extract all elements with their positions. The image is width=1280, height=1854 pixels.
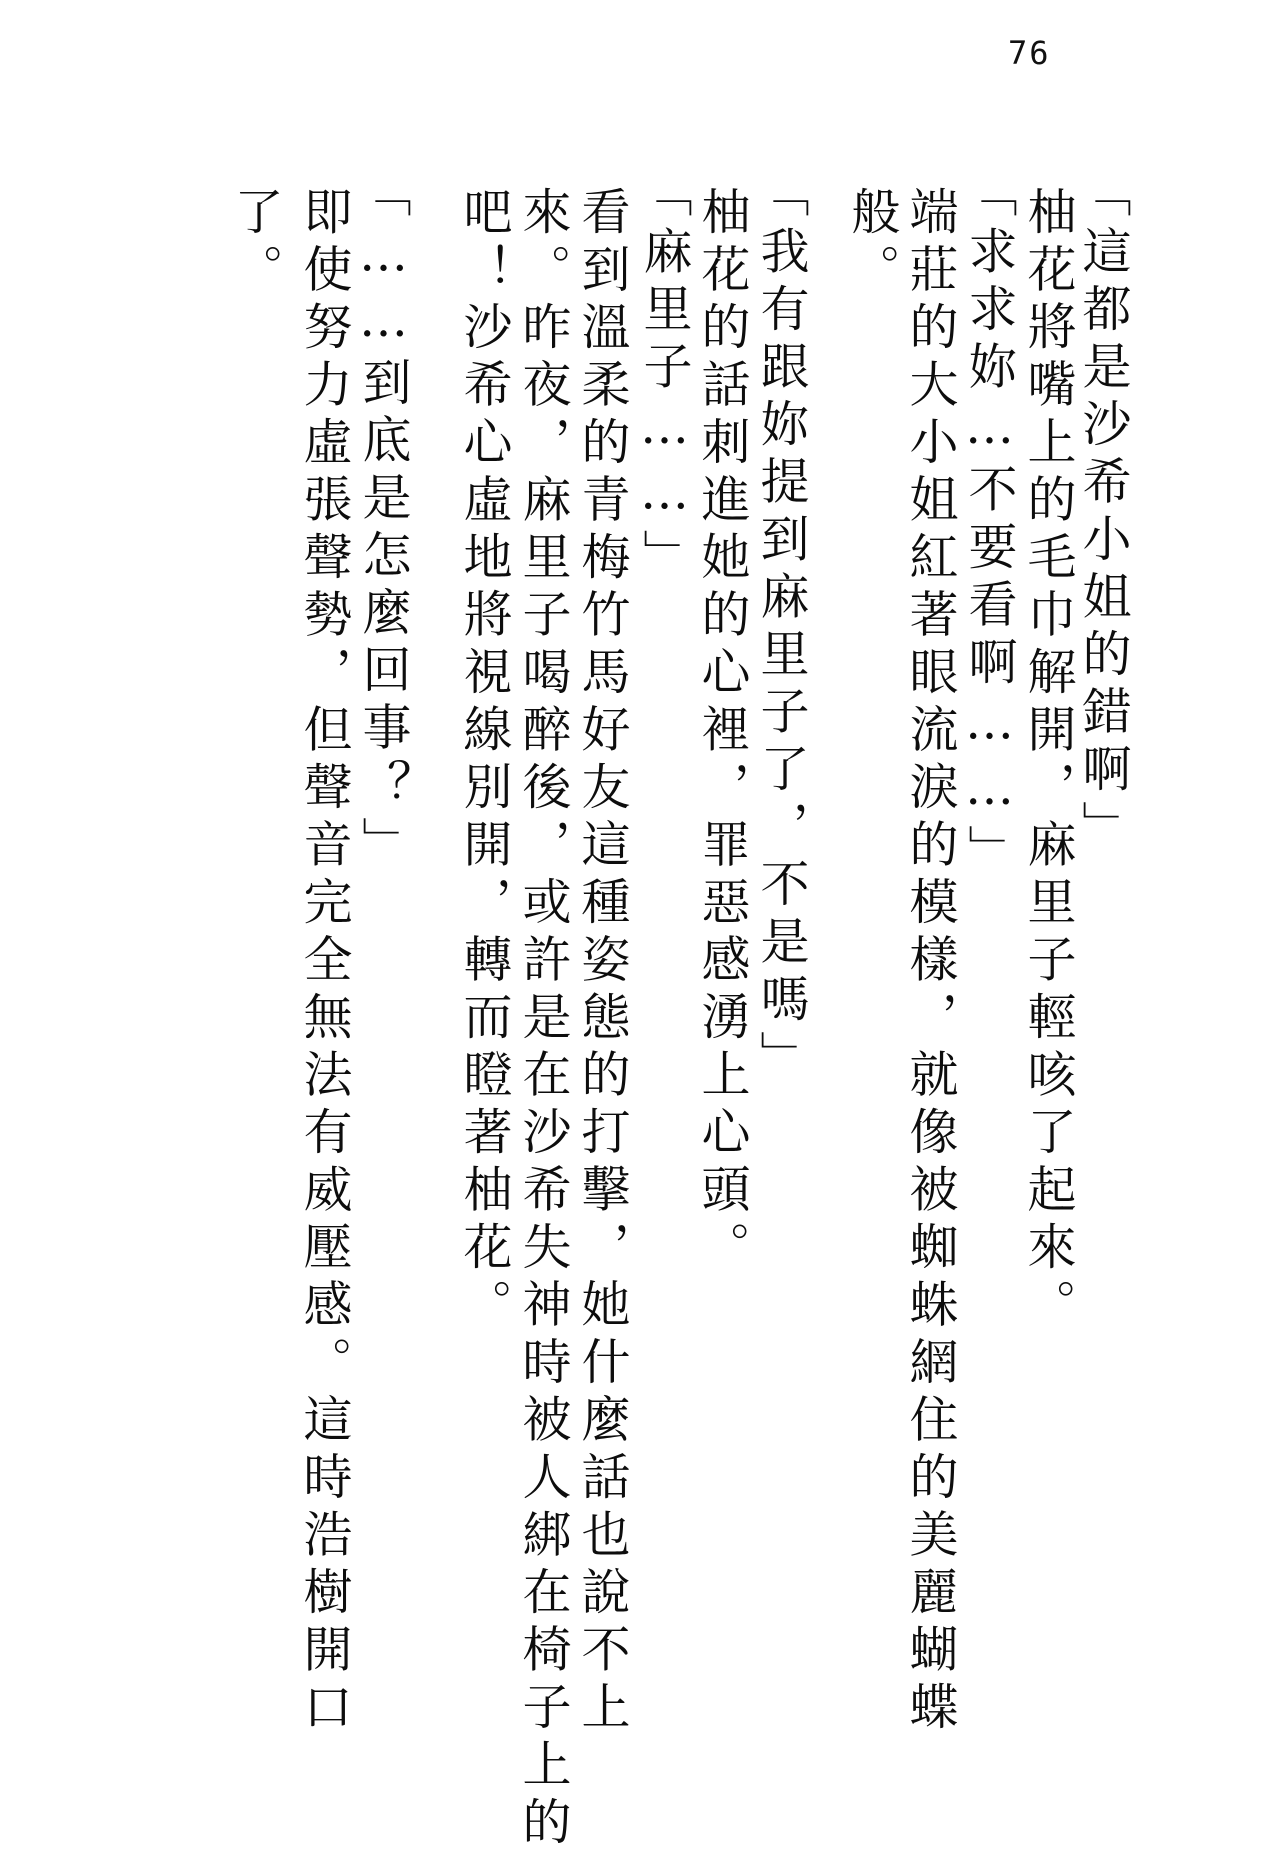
text-column-9: 看到溫柔的青梅竹馬好友這種姿態的打擊，她什麼話也說不上 — [574, 186, 631, 1739]
text-column-7: 柚花的話刺進她的心裡，罪惡感湧上心頭。 — [694, 186, 751, 1279]
text-column-6: 「我有跟妳提到麻里子了，不是嗎」 — [753, 168, 810, 1088]
text-column-10: 來。昨夜，麻里子喝醉後，或許是在沙希失神時被人綁在椅子上的 — [515, 186, 572, 1854]
text-column-2: 柚花將嘴上的毛巾解開，麻里子輕咳了起來。 — [1020, 186, 1077, 1336]
text-column-12: 「……到底是怎麼回事？」 — [355, 168, 412, 874]
text-column-13: 即使努力虛張聲勢，但聲音完全無法有威壓感。這時浩樹開口 — [296, 186, 353, 1739]
text-column-14: 了。 — [227, 186, 284, 301]
text-column-1: 「這都是沙希小姐的錯啊」 — [1075, 168, 1132, 858]
page-number: 76 — [1008, 34, 1051, 72]
text-column-11: 吧！沙希心虛地將視線別開，轉而瞪著柚花。 — [456, 186, 513, 1336]
text-column-3: 「求求妳…不要看啊……」 — [961, 168, 1018, 882]
text-column-4: 端莊的大小姐紅著眼流淚的模樣，就像被蜘蛛網住的美麗蝴蝶 — [902, 186, 959, 1739]
text-column-8: 「麻里子……」 — [636, 168, 693, 587]
text-column-5: 般。 — [844, 186, 901, 301]
